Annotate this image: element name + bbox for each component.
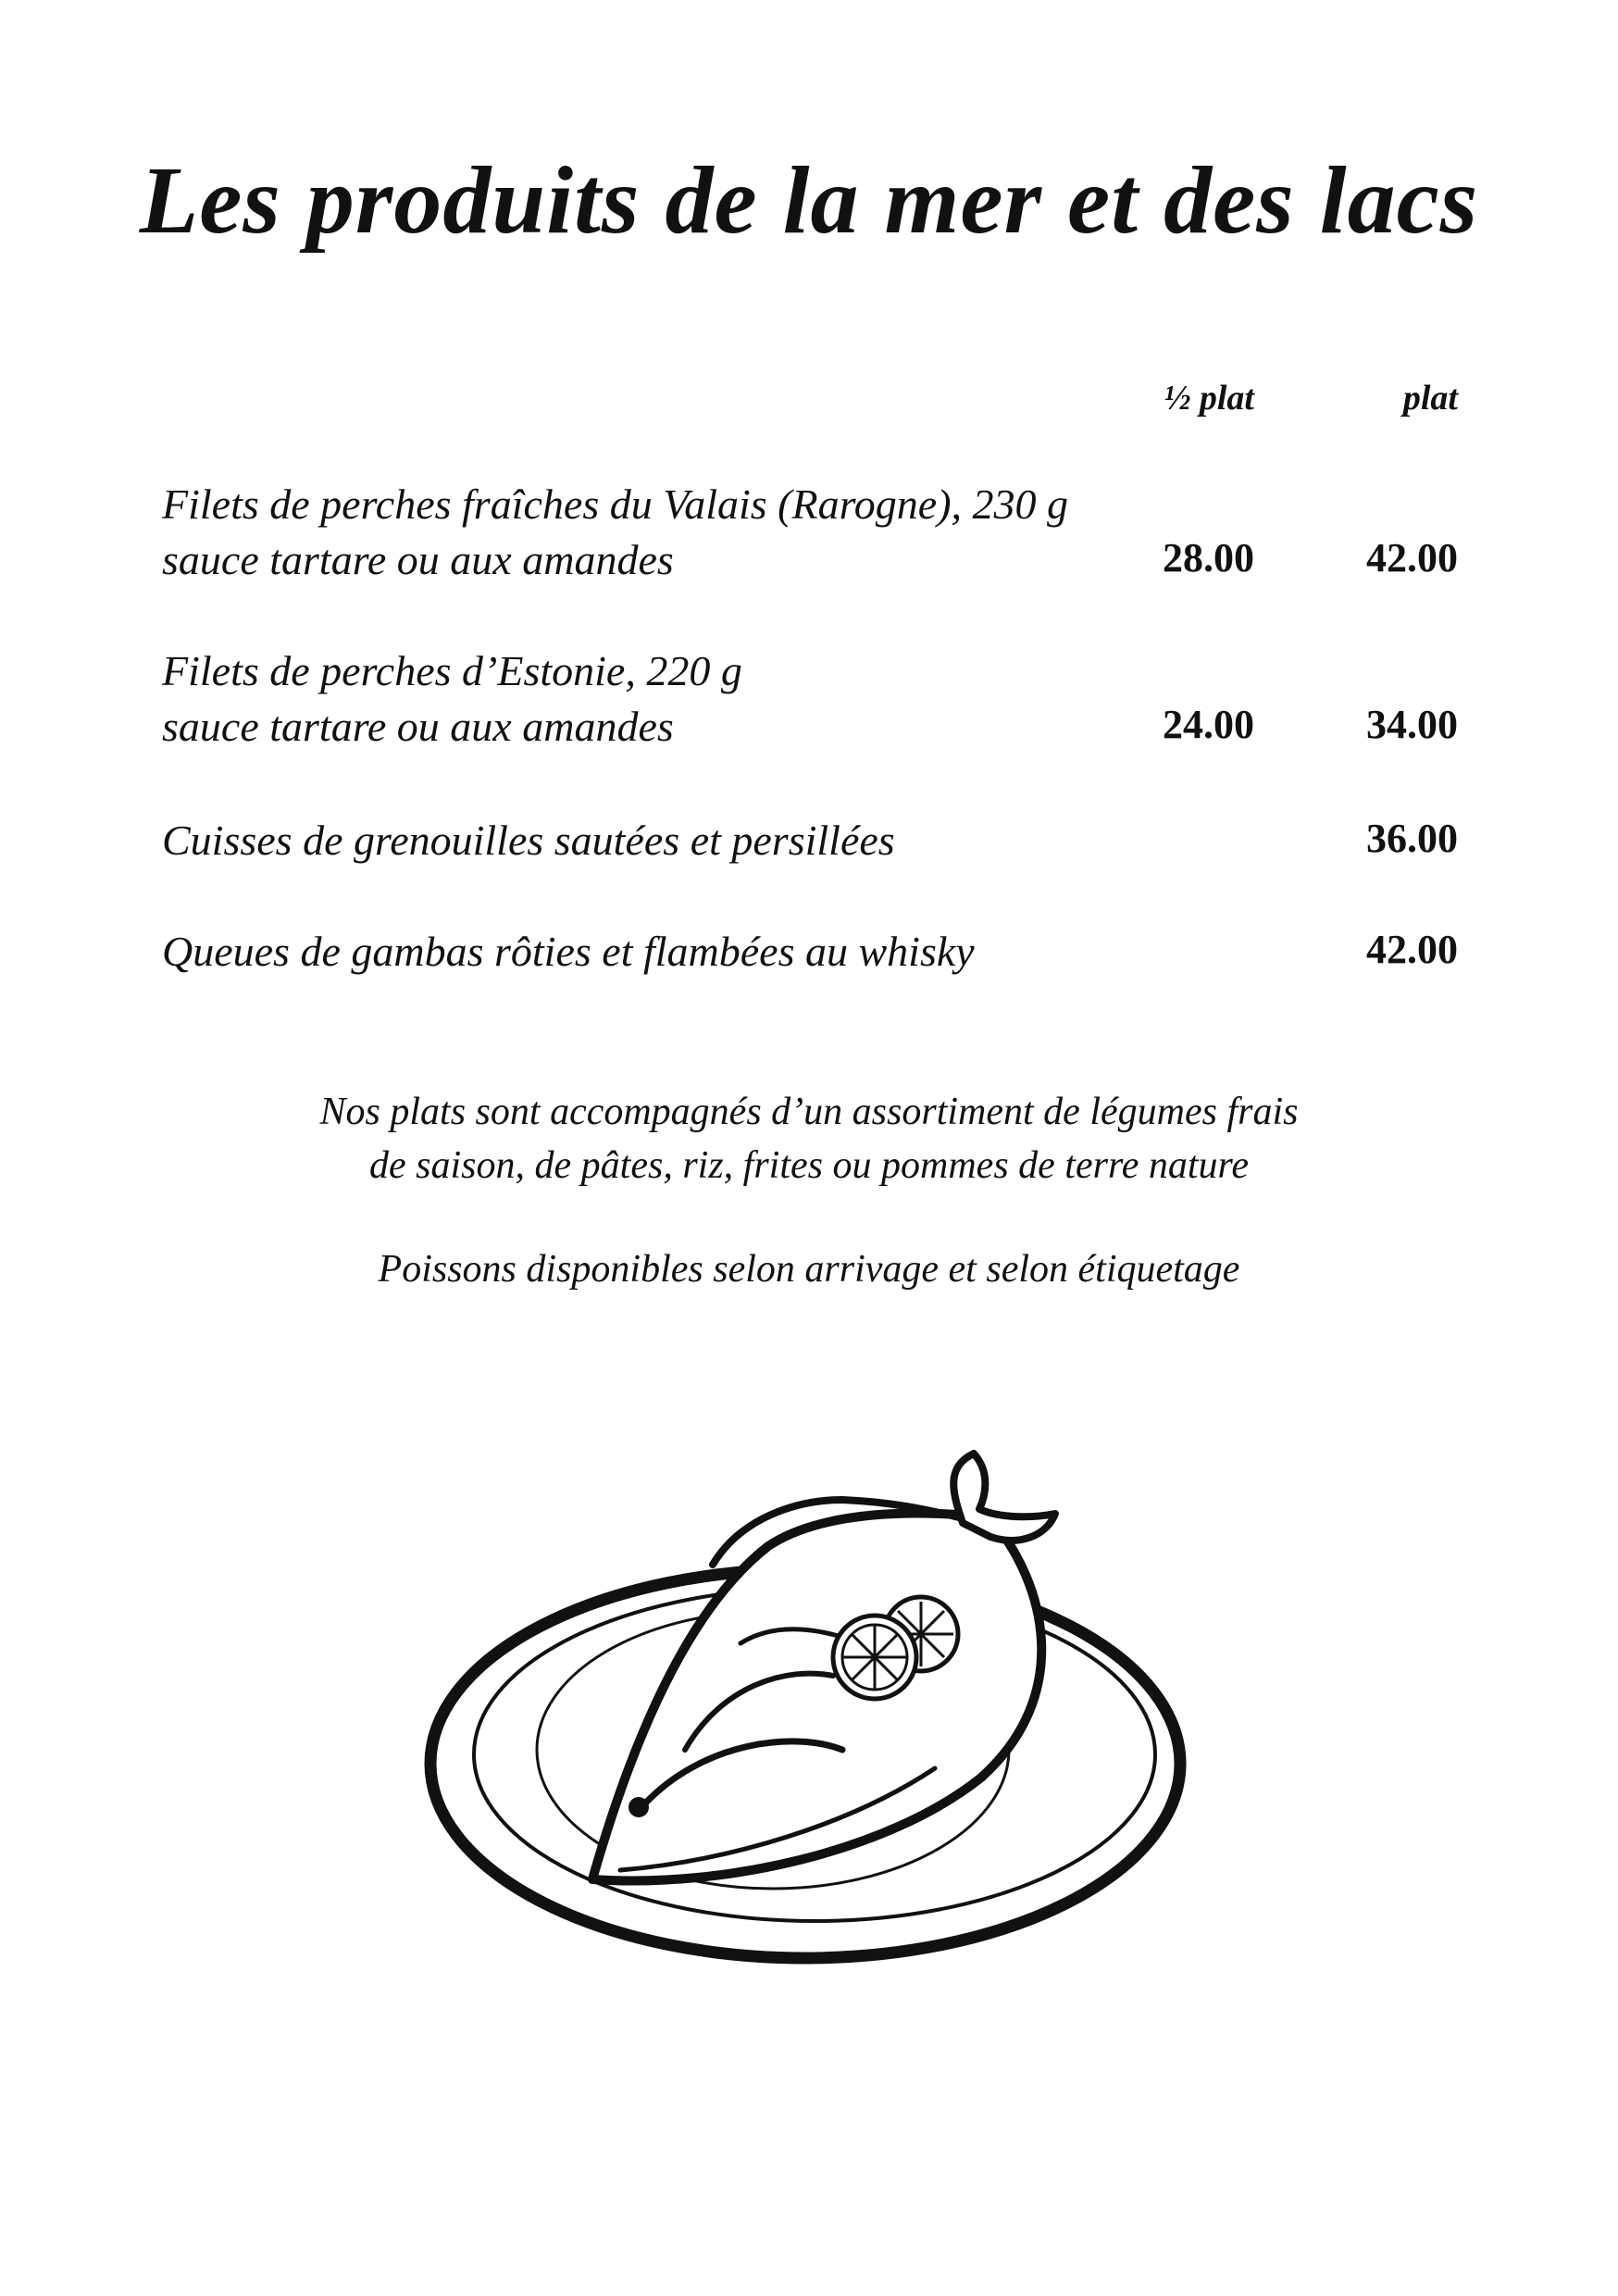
menu-item-full-price: 42.00 [1366, 535, 1458, 580]
menu-item-full-price: 36.00 [1366, 816, 1458, 861]
menu-item-full-price: 42.00 [1366, 927, 1458, 972]
accompaniment-note-line-2: de saison, de pâtes, riz, frites ou pommes de terre nature [369, 1144, 1249, 1187]
fish-on-plate-icon [407, 1444, 1222, 1981]
page-title: Les produits de la mer et des lacs [139, 147, 1479, 254]
menu-item-full-price: 34.00 [1366, 702, 1458, 747]
column-header-full-plate: plat [1402, 379, 1458, 418]
menu-item-detail: sauce tartare ou aux amandes [162, 536, 674, 583]
availability-note: Poissons disponibles selon arrivage et selon étiquetage [378, 1248, 1240, 1291]
menu-item-name: Queues de gambas rôties et flambées au whisky [162, 928, 975, 975]
menu-item-name: Filets de perches d’Estonie, 220 g [162, 647, 742, 694]
fish-tail [953, 1454, 1055, 1541]
menu-item-half-price: 24.00 [1163, 702, 1254, 747]
menu-item-name: Cuisses de grenouilles sautées et persillées [162, 817, 895, 864]
menu-item-name: Filets de perches fraîches du Valais (Rarogne), 230 g [162, 480, 1069, 528]
menu-item-half-price: 28.00 [1163, 535, 1254, 580]
menu-item-detail: sauce tartare ou aux amandes [162, 703, 674, 750]
accompaniment-note-line-1: Nos plats sont accompagnés d’un assortiment de légumes frais [319, 1091, 1299, 1133]
fish-eye [629, 1797, 649, 1817]
column-header-half-plate: ½ plat [1164, 379, 1254, 418]
